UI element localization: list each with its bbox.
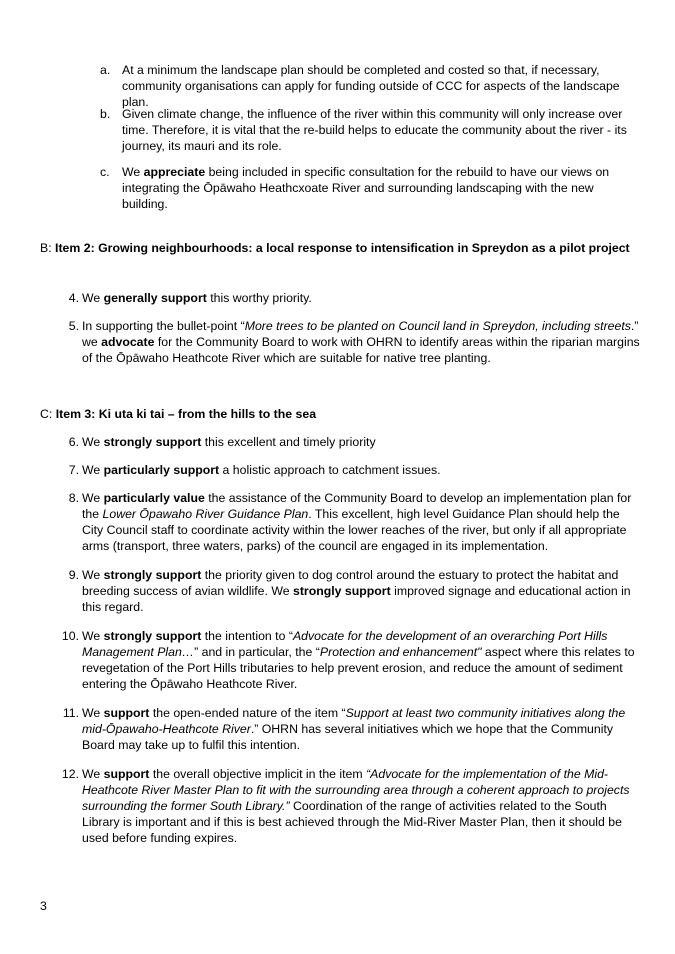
list-item-5: 5. In supporting the bullet-point “More trees to be planted on Council land in Spreydon, including streets.” we advocate for the Community Board to work with OHRN to identify areas within the riparian margins of the Ōpāwaho Heathcote River which are suitable for native tree planting. xyxy=(68,319,640,365)
list-item-b xyxy=(100,106,637,154)
list-item-a xyxy=(100,62,637,110)
list-item-11: 11. We support the open-ended nature of the item “Support at least two community initiatives along the mid-Ōpawaho-Heathcote River.” OHRN has several initiatives which we hope that the Community Board may take up to fulfil this intention. xyxy=(62,706,626,752)
list-item-12: 12. We support the overall objective implicit in the item “Advocate for the implementation of the Mid-Heathcote River Master Plan to fit with the surrounding area through a coherent approach to projects surrounding the former South Library.” Coordination of the range of activities related to the South Library is important and if this is best achieved through the Mid-River Master Plan, then it should be used before funding expires. xyxy=(61,767,630,845)
list-item-8: 8. We particularly value the assistance of the Community Board to develop an implementation plan for the Lower Ōpawaho River Guidance Plan. This excellent, high level Guidance Plan should help the City Council staff to coordinate activity within the lower reaches of the river, but only if all appropriate arms (transport, three waters, parks) of the council are engaged in its implementation. xyxy=(68,491,632,553)
list-item-10: 10. We strongly support the intention to “Advocate for the development of an overarching Port Hills Management Plan…” and in particular, the “Protection and enhancement" aspect where this relates to revegetation of the Port Hills tributaries to help prevent erosion, and reduce the amount of sediment entering the Ōpāwaho Heathcote River. xyxy=(61,629,635,691)
list-item-6: 6. We strongly support this excellent and timely priority xyxy=(68,435,376,449)
list-marker: c. xyxy=(100,165,110,179)
list-marker: b. xyxy=(100,107,111,121)
list-item-7: 7. We particularly support a holistic approach to catchment issues. xyxy=(68,463,441,477)
item-text: At a minimum the landscape plan should be completed and costed so that, if necessary, community organisations can apply for funding outside of CCC for aspects of the landscape plan. xyxy=(122,63,620,109)
page-number: 3 xyxy=(40,899,47,913)
item-text: Given climate change, the influence of the river within this community will only increase over time. Therefore, it is vital that the re-build helps to educate the community about the river - its journey, its mauri and its role. xyxy=(122,107,627,153)
list-marker: a. xyxy=(100,63,111,77)
list-item-c: c. We appreciate being included in specific consultation for the rebuild to have our views on integrating the Ōpāwaho Heathcxoate River and surrounding landscaping with the new building. xyxy=(100,165,610,211)
list-item-9: 9. We strongly support the priority given to dog control around the estuary to protect the habitat and breeding success of avian wildlife. We strongly support improved signage and educational action in this regard. xyxy=(68,568,631,614)
section-heading-c: C: Item 3: Ki uta ki tai – from the hills to the sea xyxy=(40,407,317,421)
section-heading-b: B: Item 2: Growing neighbourhoods: a local response to intensification in Spreydon as a pilot project xyxy=(40,241,630,255)
list-item-4: 4. We generally support this worthy priority. xyxy=(68,291,312,305)
